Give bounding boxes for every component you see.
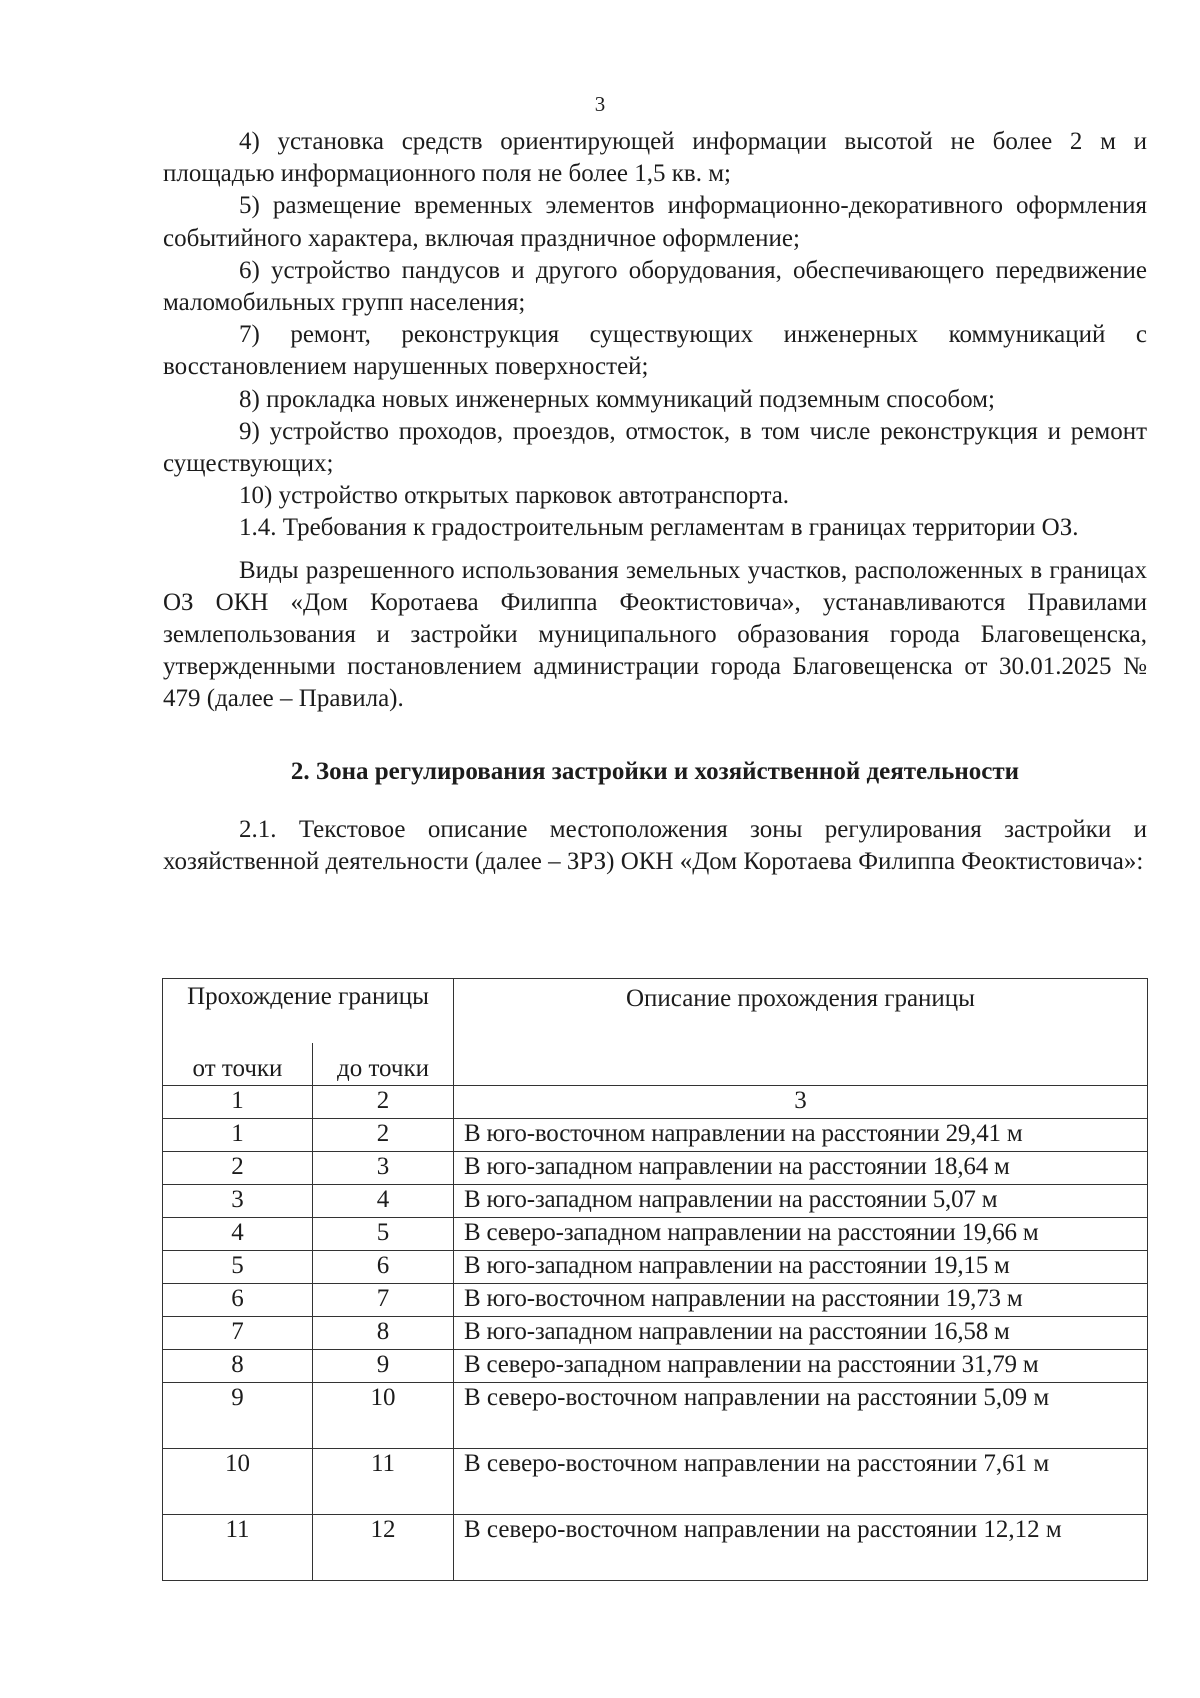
from-point-cell: 9 xyxy=(163,1383,313,1449)
from-point-cell: 2 xyxy=(163,1152,313,1185)
table-row xyxy=(163,1350,1148,1383)
list-item: 9) устройство проходов, проездов, отмосток, в том числе реконструкция и ремонт существующих; xyxy=(163,417,1147,478)
header-boundary-description: Описание прохождения границы xyxy=(454,979,1148,1086)
clause-2-1: 2.1. Текстовое описание местоположения зоны регулирования застройки и хозяйственной деятельности (далее – ЗРЗ) ОКН «Дом Коротаева Филиппа Феоктистовича»: xyxy=(163,815,1147,875)
list-item: 8) прокладка новых инженерных коммуникаций подземным способом; xyxy=(239,385,995,413)
column-number: 1 xyxy=(163,1086,313,1119)
to-point-cell: 8 xyxy=(313,1317,454,1350)
column-number: 2 xyxy=(313,1086,454,1119)
to-point-cell: 9 xyxy=(313,1350,454,1383)
table-row xyxy=(163,1119,1148,1152)
from-point-cell: 4 xyxy=(163,1218,313,1251)
boundary-table xyxy=(162,978,1148,1581)
description-cell: В северо-западном направлении на расстоянии 19,66 м xyxy=(454,1218,1148,1251)
to-point-cell: 3 xyxy=(313,1152,454,1185)
table-row xyxy=(163,1383,1148,1449)
from-point-cell: 1 xyxy=(163,1119,313,1152)
from-point-cell: 6 xyxy=(163,1284,313,1317)
description-cell: В северо-восточном направлении на расстоянии 7,61 м xyxy=(454,1449,1148,1515)
table-row xyxy=(163,1284,1148,1317)
list-item: 10) устройство открытых парковок автотранспорта. xyxy=(239,482,790,510)
to-point-cell: 6 xyxy=(313,1251,454,1284)
description-cell: В северо-восточном направлении на расстоянии 5,09 м xyxy=(454,1383,1148,1449)
from-point-cell: 3 xyxy=(163,1185,313,1218)
to-point-cell: 7 xyxy=(313,1284,454,1317)
to-point-cell: 5 xyxy=(313,1218,454,1251)
from-point-cell: 8 xyxy=(163,1350,313,1383)
list-item: 5) размещение временных элементов информационно-декоративного оформления событийного характера, включая праздничное оформление; xyxy=(163,192,1147,252)
description-cell: В северо-западном направлении на расстоянии 31,79 м xyxy=(454,1350,1148,1383)
table-row xyxy=(163,1515,1148,1581)
from-point-cell: 11 xyxy=(163,1515,313,1581)
to-point-cell: 2 xyxy=(313,1119,454,1152)
to-point-cell: 12 xyxy=(313,1515,454,1581)
description-cell: В северо-восточном направлении на расстоянии 12,12 м xyxy=(454,1515,1148,1581)
description-cell: В юго-восточном направлении на расстоянии 29,41 м xyxy=(454,1119,1148,1152)
table-row xyxy=(163,1218,1148,1251)
description-cell: В юго-восточном направлении на расстоянии 19,73 м xyxy=(454,1284,1148,1317)
to-point-cell: 11 xyxy=(313,1449,454,1515)
to-point-cell: 4 xyxy=(313,1185,454,1218)
from-point-cell: 7 xyxy=(163,1317,313,1350)
clause-1-4: 1.4. Требования к градостроительным регламентам в границах территории ОЗ. xyxy=(239,514,1079,542)
table-row xyxy=(163,1449,1148,1515)
header-boundary-passage: Прохождение границы xyxy=(163,979,454,1044)
description-cell: В юго-западном направлении на расстоянии 16,58 м xyxy=(454,1317,1148,1350)
paragraph-1-4: Виды разрешенного использования земельных участков, расположенных в границах ОЗ ОКН «Дом Коротаева Филиппа Феоктистовича», устанавливаются Правилами землепользования и застройки муниципального образования города Благовещенска, утвержденными постановлением администрации города Благовещенска от 30.01.2025 № 479 (далее – Правила). xyxy=(163,556,1147,713)
column-number: 3 xyxy=(454,1086,1148,1119)
table-row xyxy=(163,1251,1148,1284)
description-cell: В юго-западном направлении на расстоянии 5,07 м xyxy=(454,1185,1148,1218)
list-item: 6) устройство пандусов и другого оборудования, обеспечивающего передвижение маломобильных групп населения; xyxy=(163,256,1147,317)
from-point-cell: 10 xyxy=(163,1449,313,1515)
table-header-row xyxy=(163,979,1148,1044)
list-item: 4) установка средств ориентирующей информации высотой не более 2 м и площадью информационного поля не более 1,5 кв. м; xyxy=(163,128,1147,188)
column-numbers-row xyxy=(163,1086,1148,1119)
table-row xyxy=(163,1152,1148,1185)
description-cell: В юго-западном направлении на расстоянии 18,64 м xyxy=(454,1152,1148,1185)
from-point-cell: 5 xyxy=(163,1251,313,1284)
list-item: 7) ремонт, реконструкция существующих инженерных коммуникаций с восстановлением нарушенных поверхностей; xyxy=(163,321,1147,381)
page-number: 3 xyxy=(594,92,606,116)
header-from-point: от точки xyxy=(163,1043,313,1086)
section-2-heading: 2. Зона регулирования застройки и хозяйственной деятельности xyxy=(290,757,1020,785)
document-body xyxy=(163,126,1147,878)
table-row xyxy=(163,1317,1148,1350)
table-row xyxy=(163,1185,1148,1218)
description-cell: В юго-западном направлении на расстоянии 19,15 м xyxy=(454,1251,1148,1284)
header-to-point: до точки xyxy=(313,1043,454,1086)
to-point-cell: 10 xyxy=(313,1383,454,1449)
